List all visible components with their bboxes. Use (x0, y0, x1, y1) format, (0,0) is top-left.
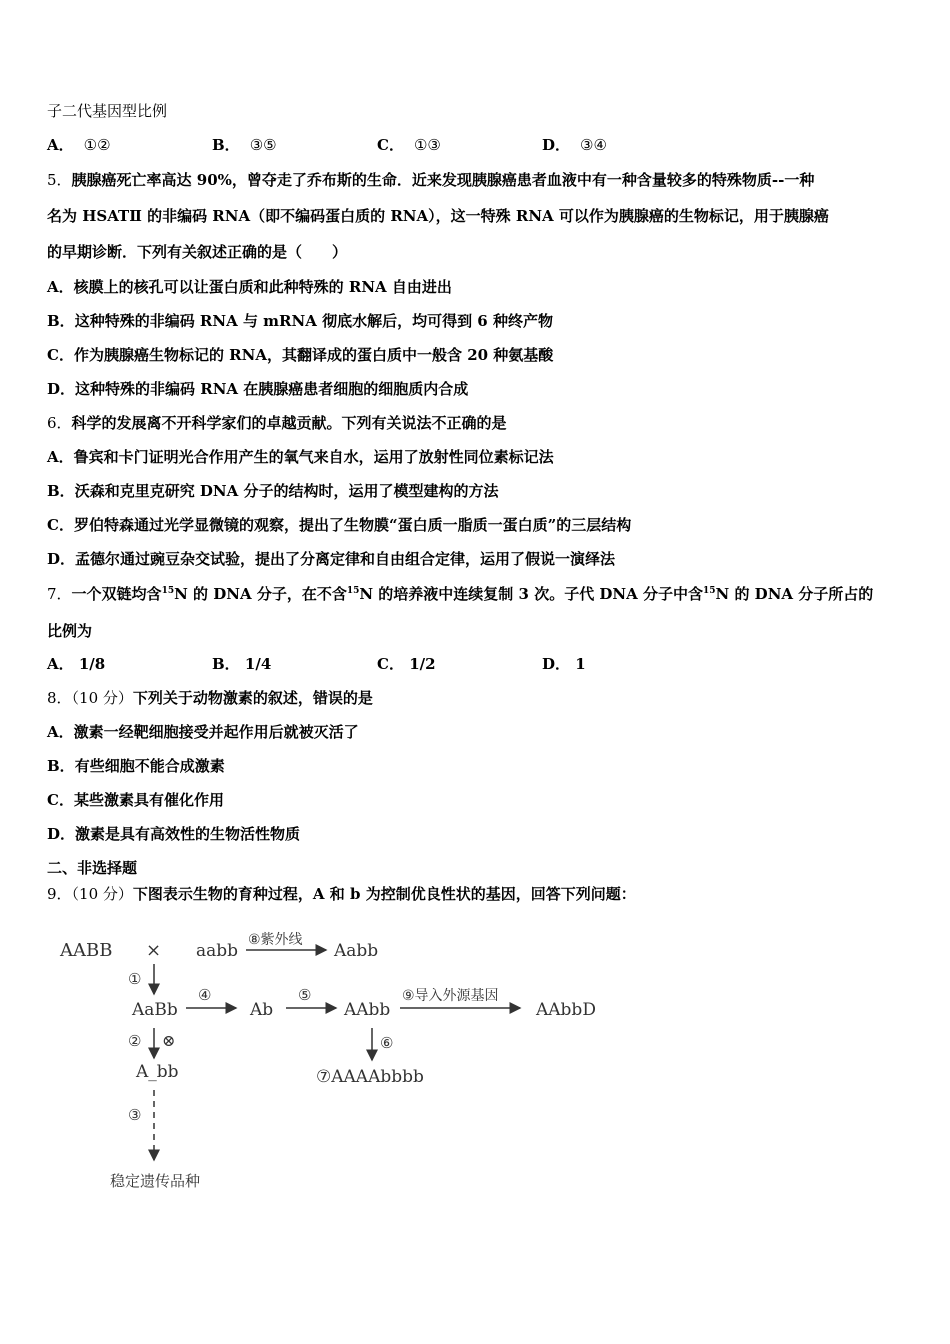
q8-option-c: C．某些激素具有催化作用 (47, 791, 224, 809)
q7-option-b: B． 1/4 (212, 655, 272, 673)
q6-option-b: B．沃森和克里克研究 DNA 分子的结构时，运用了模型建构的方法 (47, 482, 499, 500)
step9-label: ⑨导入外源基因 (402, 988, 499, 1004)
genotype-aabb-parent: AABB (60, 940, 113, 961)
q8-option-b: B．有些细胞不能合成激素 (47, 757, 225, 775)
genotype-tetraploid: ⑦AAAAbbbb (316, 1067, 424, 1087)
step6-label: ⑥ (380, 1034, 394, 1052)
step2-label: ② (128, 1032, 142, 1050)
genotype-f1: AaBb (132, 1000, 178, 1020)
q8-option-a: A．激素一经靶细胞接受并起作用后就被灭活了 (47, 723, 359, 741)
q4-option-a: A． ①② (47, 136, 111, 154)
q5-option-d: D．这种特殊的非编码 RNA 在胰腺癌患者细胞的细胞质内合成 (47, 380, 469, 398)
q5-option-b: B．这种特殊的非编码 RNA 与 mRNA 彻底水解后，均可得到 6 种终产物 (47, 312, 553, 330)
genotype-mutant: Aabb (334, 941, 379, 961)
q4-option-d: D． ③④ (542, 136, 607, 154)
genotype-aabb-parent2: aabb (196, 941, 239, 961)
step1-label: ① (128, 970, 142, 988)
q7-stem-line1: 7．一个双链均含$^{15}$N 的 DNA 分子，在不含$^{15}$N 的培养液中连续复制 3 次。子代 DNA 分子中含$^{15}$N 的 DNA 分子所占的 (47, 585, 874, 603)
q8-stem: 8．（10 分）下列关于动物激素的叙述，错误的是 (47, 689, 373, 707)
step3-label: ③ (128, 1106, 142, 1124)
q9-stem: 9．（10 分）下图表示生物的育种过程，A 和 b 为控制优良性状的基因，回答下列问题： (47, 885, 636, 903)
q5-option-a: A．核膜上的核孔可以让蛋白质和此种特殊的 RNA 自由进出 (47, 278, 452, 296)
q4-option-b: B． ③⑤ (212, 136, 277, 154)
q5-option-c: C．作为胰腺癌生物标记的 RNA，其翻译成的蛋白质中一般含 20 种氨基酸 (47, 346, 554, 364)
breeding-diagram (50, 920, 650, 1210)
q8-option-d: D．激素是具有高效性的生物活性物质 (47, 825, 301, 843)
genotype-a-bb: A_bb (136, 1062, 179, 1082)
cross-symbol: × (146, 940, 162, 961)
q7-option-c: C． 1/2 (377, 655, 436, 673)
q4-tail: 子二代基因型比例 (47, 102, 168, 120)
q5-stem-line1: 5．胰腺癌死亡率高达 90%，曾夺走了乔布斯的生命．近来发现胰腺癌患者血液中有一种含量较多的特殊物质--一种 (47, 171, 815, 189)
q5-stem-line2: 名为 HSATⅡ 的非编码 RNA（即不编码蛋白质的 RNA），这一特殊 RNA 可以作为胰腺癌的生物标记，用于胰腺癌 (47, 207, 829, 225)
genotype-transgenic: AAbbD (536, 1000, 596, 1020)
q6-option-c: C．罗伯特森通过光学显微镜的观察，提出了生物膜“蛋白质一脂质一蛋白质”的三层结构 (47, 516, 632, 534)
section-heading: 二、非选择题 (47, 859, 138, 877)
q6-option-d: D．孟德尔通过豌豆杂交试验，提出了分离定律和自由组合定律，运用了假说一演绎法 (47, 550, 616, 568)
q6-stem: 6．科学的发展离不开科学家们的卓越贡献。下列有关说法不正确的是 (47, 414, 507, 432)
q7-option-a: A． 1/8 (47, 655, 106, 673)
genotype-doubled: AAbb (344, 1000, 391, 1020)
selfing-symbol: ⊗ (162, 1031, 176, 1050)
q4-option-c: C． ①③ (377, 136, 441, 154)
genotype-haploid: Ab (250, 1000, 274, 1020)
q7-option-d: D． 1 (542, 655, 586, 673)
step5-label: ⑤ (298, 986, 312, 1004)
q7-stem-line2: 比例为 (47, 622, 93, 640)
stable-variety-label: 稳定遗传品种 (110, 1172, 201, 1190)
q6-option-a: A．鲁宾和卡门证明光合作用产生的氧气来自水，运用了放射性同位素标记法 (47, 448, 554, 466)
step4-label: ④ (198, 986, 212, 1004)
q5-stem-line3: 的早期诊断．下列有关叙述正确的是（ ） (47, 243, 348, 261)
step8-label: ⑧紫外线 (248, 932, 303, 948)
